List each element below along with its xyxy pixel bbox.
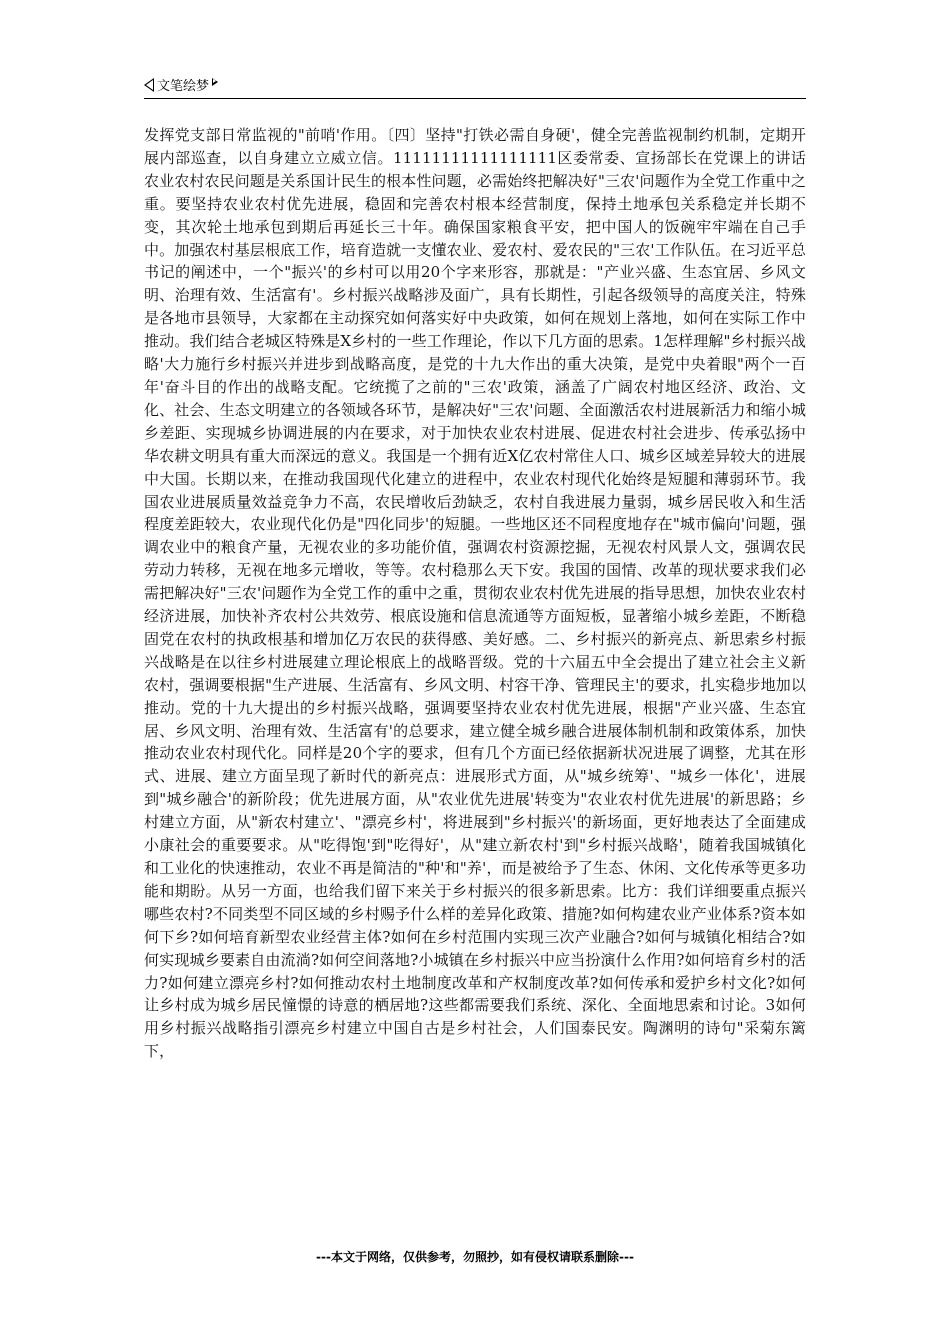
brand-mark (144, 75, 218, 94)
left-triangle-icon (144, 78, 154, 92)
brand-name: 文笔绘梦 (157, 79, 210, 94)
right-triangle-icon (212, 78, 218, 86)
footer-notice: ---本文于网络，仅供参考，勿照抄，如有侵权请联系删除--- (316, 1250, 634, 1264)
body-paragraph: 发挥党支部日常监视的"前哨'作用。〔四〕坚持"打铁必需自身硬'，健全完善监视制约机制，定期开展内部巡查，以自身建立立威立信。11111111111111111区委常委、宣扬部长在党课上的讲话农业农村农民问题是关系国计民生的根本性问题，必需始终把解决好"三农'问题作为全党工作重中之重。要坚持农业农村优先进展，稳固和完善农村根本经营制度，保持土地承包关系稳定并长期不变，其次轮土地承包到期后再延长三十年。确保国家粮食平安，把中国人的饭碗牢牢端在自己手中。加强农村基层根底工作，培育造就一支懂农业、爱农村、爱农民的"三农'工作队伍。在习近平总书记的阐述中，一个"振兴'的乡村可以用20个字来形容，那就是："产业兴盛、生态宜居、乡风文明、治理有效、生活富有'。乡村振兴战略涉及面广，具有长期性，引起各级领导的高度关注，特殊是各地市县领导，大家都在主动探究如何落实好中央政策，如何在规划上落地，如何在实际工作中推动。我们结合老城区特殊是X乡村的一些工作理论，作以下几方面的思索。1怎样理解"乡村振兴战略'大力施行乡村振兴并进步到战略高度，是党的十九大作出的重大决策，是党中央着眼"两个一百年'奋斗目的作出的战略支配。它统揽了之前的"三农'政策，涵盖了广阔农村地区经济、政治、文化、社会、生态文明建立的各领域各环节，是解决好"三农'问题、全面激活农村进展新活力和缩小城乡差距、实现城乡协调进展的内在要求，对于加快农业农村进展、促进农村社会进步、传承弘扬中华农耕文明具有重大而深远的意义。我国是一个拥有近X亿农村常住人口、城乡区域差异较大的进展中大国。长期以来，在推动我国现代化建立的进程中，农业农村现代化始终是短腿和薄弱环节。我国农业进展质量效益竞争力不高，农民增收后劲缺乏，农村自我进展力量弱，城乡居民收入和生活程度差距较大，农业现代化仍是"四化同步'的短腿。一些地区还不同程度地存在"城市偏向'问题，强调农业中的粮食产量，无视农业的多功能价值，强调农村资源挖掘，无视农村风景人文，强调农民劳动力转移，无视在地多元增收，等等。农村稳那么天下安。我国的国情、改革的现状要求我们必需把解决好"三农'问题作为全党工作的重中之重，贯彻农业农村优先进展的指导思想，加快农业农村经济进展，加快补齐农村公共效劳、根底设施和信息流通等方面短板，显著缩小城乡差距，不断稳固党在农村的执政根基和增加亿万农民的获得感、美好感。二、乡村振兴的新亮点、新思索乡村振兴战略是在以往乡村进展建立理论根底上的战略晋级。党的十六届五中全会提出了建立社会主义新农村，强调要根据"生产进展、生活富有、乡风文明、村容干净、管理民主'的要求，扎实稳步地加以推动。党的十九大提出的乡村振兴战略，强调要坚持农业农村优先进展，根据"产业兴盛、生态宜居、乡风文明、治理有效、生活富有'的总要求，建立健全城乡融合进展体制机制和政策体系，加快推动农业农村现代化。同样是20个字的要求，但有几个方面已经依据新状况进展了调整，尤其在形式、进展、建立方面呈现了新时代的新亮点：进展形式方面，从"城乡统筹'、"城乡一体化'，进展到"城乡融合'的新阶段；优先进展方面，从"农业优先进展'转变为"农业农村优先进展'的新思路；乡村建立方面，从"新农村建立'、"漂亮乡村'，将进展到"乡村振兴'的新场面，更好地表达了全面建成小康社会的重要要求。从"吃得饱'到"吃得好'，从"建立新农村'到"乡村振兴战略'，随着我国城镇化和工业化的快速推动，农业不再是简洁的"种'和"养'，而是被给予了生态、休闲、文化传承等更多功能和期盼。从另一方面，也给我们留下来关于乡村振兴的很多新思索。比方：我们详细要重点振兴哪些农村?不同类型不同区域的乡村赐予什么样的差异化政策、措施?如何构建农业产业体系?资本如何下乡?如何培育新型农业经营主体?如何在乡村范围内实现三次产业融合?如何与城镇化相结合?如何实现城乡要素自由流淌?如何空间落地?小城镇在乡村振兴中应当扮演什么作用?如何培育乡村的活力?如何建立漂亮乡村?如何推动农村土地制度改革和产权制度改革?如何传承和爱护乡村文化?如何让乡村成为城乡居民憧憬的诗意的栖居地?这些都需要我们系统、深化、全面地思索和讨论。3如何用乡村振兴战略指引漂亮乡村建立中国自古是乡村社会，人们国泰民安。陶渊明的诗句"采菊东篱下， (144, 126, 806, 1061)
page-header (144, 72, 806, 99)
